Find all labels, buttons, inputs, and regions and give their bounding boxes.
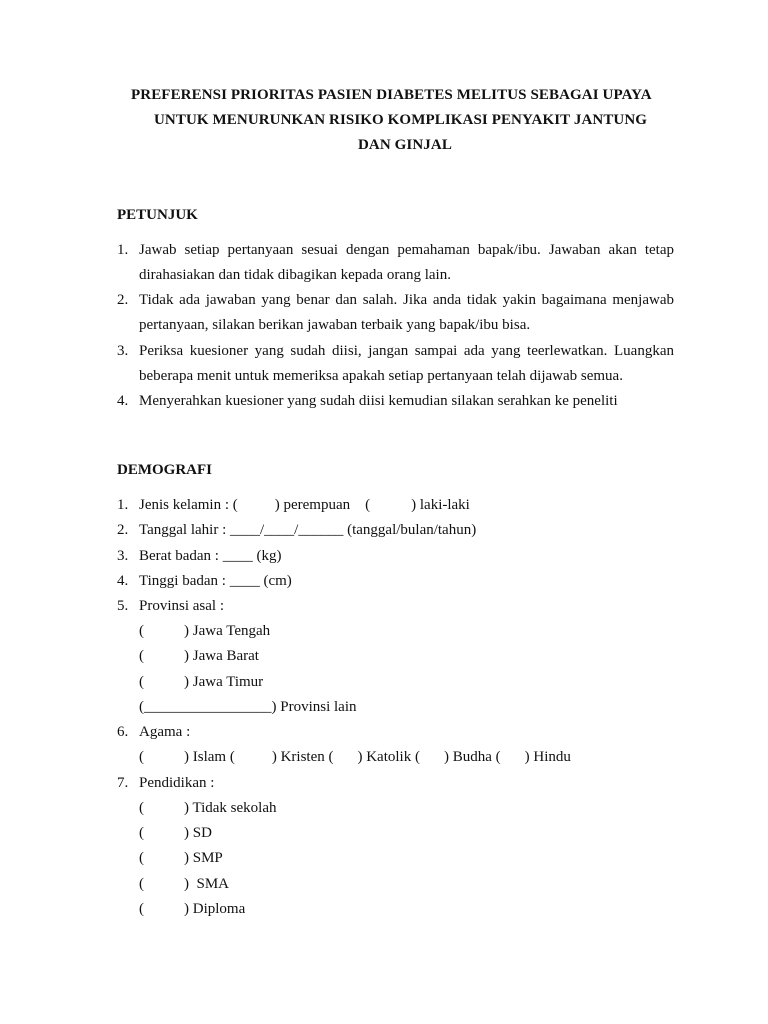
q7-option-open-paren: (	[139, 876, 144, 892]
q3-number: 3.	[117, 548, 129, 564]
q7-option-label: ) SMP	[184, 850, 223, 866]
petunjuk-item-4-line-1: Menyerahkan kuesioner yang sudah diisi kemudian silakan serahkan ke peneliti	[139, 393, 618, 409]
q3-weight-field[interactable]: Berat badan : ____ (kg)	[139, 548, 282, 564]
q7-option-open-paren: (	[139, 825, 144, 841]
q1-option-laki-laki: ) laki-laki	[411, 497, 470, 513]
q7-option-label: ) SD	[184, 825, 212, 841]
q1-open-paren-2: (	[365, 497, 371, 513]
q6-option-islam: ) Islam (	[184, 749, 235, 765]
q5-option-label: ) Jawa Timur	[184, 674, 264, 690]
q5-option-jawa-timur[interactable]	[139, 674, 263, 691]
q1-gender-row	[139, 497, 470, 514]
q1-number: 1.	[117, 497, 129, 513]
q7-option-open-paren: (	[139, 850, 144, 866]
q7-option-diploma[interactable]	[139, 901, 245, 918]
q6-label: Agama :	[139, 724, 191, 740]
q7-option-smp[interactable]	[139, 850, 223, 867]
q6-open-paren: (	[139, 749, 144, 765]
q5-option-open-paren: (	[139, 623, 144, 639]
petunjuk-item-3-line-2: beberapa menit untuk memeriksa apakah setiap pertanyaan telah dijawab semua.	[139, 368, 623, 384]
petunjuk-item-4-number: 4.	[117, 393, 129, 409]
q7-option-label: ) SMA	[184, 876, 230, 892]
q5-label: Provinsi asal :	[139, 598, 224, 614]
q5-option-label: ) Jawa Tengah	[184, 623, 271, 639]
q1-option-perempuan: ) perempuan	[274, 497, 351, 513]
petunjuk-item-1-line-1: Jawab setiap pertanyaan sesuai dengan pemahaman bapak/ibu. Jawaban akan tetap	[139, 242, 674, 258]
q1-label: Jenis kelamin : (	[139, 497, 238, 513]
q7-option-label: ) Tidak sekolah	[184, 800, 277, 816]
petunjuk-item-3-line-1: Periksa kuesioner yang sudah diisi, jangan sampai ada yang teerlewatkan. Luangkan	[139, 343, 674, 359]
petunjuk-item-2-number: 2.	[117, 292, 129, 308]
q5-option-label: ) Jawa Barat	[184, 648, 259, 664]
petunjuk-item-2-line-1: Tidak ada jawaban yang benar dan salah. Jika anda tidak yakin bagaimana menjawab	[139, 292, 674, 308]
petunjuk-item-2-line-2: pertanyaan, silakan berikan jawaban terbaik yang bapak/ibu bisa.	[139, 317, 531, 333]
q7-option-sd[interactable]	[139, 825, 212, 842]
q7-option-label: ) Diploma	[184, 901, 246, 917]
q6-option-hindu: ) Hindu	[524, 749, 571, 765]
petunjuk-item-1-line-2: dirahasiakan dan tidak dibagikan kepada orang lain.	[139, 267, 451, 283]
q5-option-jawa-barat[interactable]	[139, 648, 259, 665]
title-line-2: UNTUK MENURUNKAN RISIKO KOMPLIKASI PENYAKIT JANTUNG	[154, 112, 648, 128]
q4-number: 4.	[117, 573, 129, 589]
title-line-1: PREFERENSI PRIORITAS PASIEN DIABETES MELITUS SEBAGAI UPAYA	[131, 87, 652, 103]
q7-option-open-paren: (	[139, 800, 144, 816]
q4-height-field[interactable]: Tinggi badan : ____ (cm)	[139, 573, 292, 589]
q5-number: 5.	[117, 598, 129, 614]
q5-option-open-paren: (	[139, 648, 144, 664]
q7-option-tidak-sekolah[interactable]	[139, 800, 277, 817]
q6-option-katolik: ) Katolik (	[357, 749, 420, 765]
q7-option-open-paren: (	[139, 901, 144, 917]
q2-number: 2.	[117, 522, 129, 538]
q5-option-open-paren: (	[139, 674, 144, 690]
q7-option-sma[interactable]	[139, 876, 229, 893]
q6-religion-row	[139, 749, 571, 766]
q7-number: 7.	[117, 775, 129, 791]
demografi-heading: DEMOGRAFI	[117, 462, 212, 478]
q6-number: 6.	[117, 724, 129, 740]
q7-label: Pendidikan :	[139, 775, 215, 791]
q6-option-budha: ) Budha (	[443, 749, 501, 765]
q6-option-kristen: ) Kristen (	[271, 749, 334, 765]
q5-option-provinsi-lain[interactable]: (_________________) Provinsi lain	[139, 699, 357, 715]
petunjuk-item-1-number: 1.	[117, 242, 129, 258]
q5-option-jawa-tengah[interactable]	[139, 623, 270, 640]
title-line-3: DAN GINJAL	[358, 137, 452, 153]
q2-birthdate-field[interactable]: Tanggal lahir : ____/____/______ (tanggal/bulan/tahun)	[139, 522, 477, 538]
petunjuk-heading: PETUNJUK	[117, 207, 198, 223]
petunjuk-item-3-number: 3.	[117, 343, 129, 359]
